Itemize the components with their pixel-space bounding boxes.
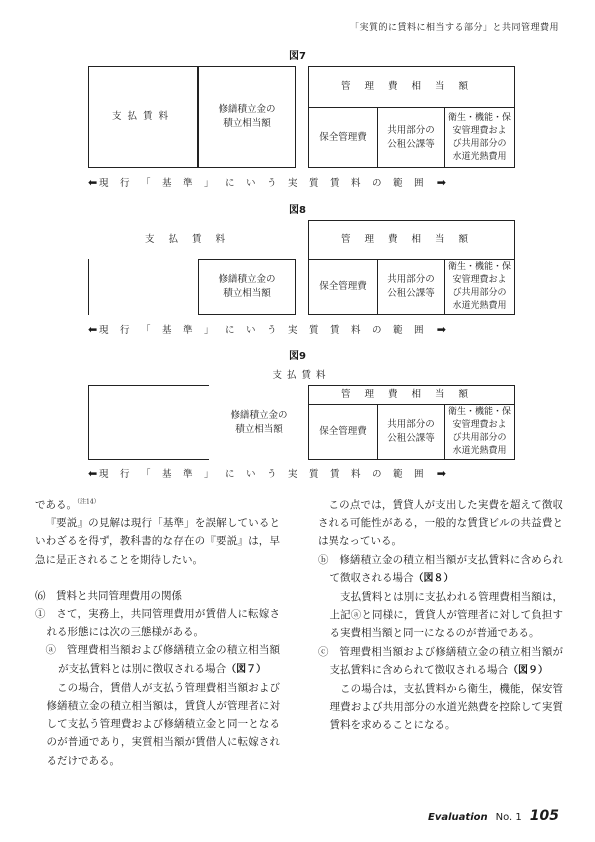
fig7-mgmt-box — [308, 66, 515, 168]
fig7-repair-cell — [198, 66, 296, 168]
fig8-rent-label: 支払賃料 — [88, 220, 296, 260]
item-b-fig-ref: （図８） — [413, 572, 454, 584]
fig7-range — [88, 175, 446, 189]
left-arrow-icon: ⬅ — [88, 466, 98, 480]
item-b — [318, 551, 563, 588]
item-1: ① さて，実務上，共同管理費用が賃借人に転嫁される形態には次の三態様がある。 — [35, 608, 280, 639]
right-arrow-icon: ➡ — [436, 322, 446, 336]
para-b: 支払賃料とは別に支払われる管理費相当額は，上記ⓐと同様に，賃貸人が管理者に対して負担する実費相当額と同一になるのが普通である。 — [329, 591, 563, 640]
figure-7-title: 図7 — [289, 51, 306, 62]
left-column — [35, 496, 280, 770]
fig8-range-text: 現行「基準」にいう実質賃料の範囲 — [98, 325, 435, 336]
right-arrow-icon: ➡ — [436, 466, 446, 480]
fig8-range — [88, 322, 446, 336]
fig9-eisei-cell: 衛生・機能・保 安管理費およ び共用部分の 水道光熱費用 — [444, 404, 515, 460]
page-number: 105 — [529, 808, 559, 824]
item-a-text: ⓐ 管理費相当額および修繕積立金の積立相当額が支払賃料とは別に徴収される場合 — [45, 644, 280, 675]
fig8-koujo-cell: 共用部分の 公租公課等 — [377, 259, 445, 315]
fig7-range-text: 現行「基準」にいう実質賃料の範囲 — [98, 178, 435, 189]
fig8-repair-label: 修繕積立金の 積立相当額 — [198, 259, 296, 315]
figure-9 — [88, 366, 515, 460]
section-6-heading: ⑹ 賃料と共同管理費用の関係 — [35, 589, 182, 602]
left-p1-text: である。 — [35, 499, 77, 511]
fig7-eisei-cell: 衛生・機能・保 安管理費およ び共用部分の 水道光熱費用 — [444, 107, 515, 168]
issue-number: No. 1 — [495, 812, 522, 823]
item-a-fig-ref: （図７） — [226, 663, 267, 675]
left-arrow-icon: ⬅ — [88, 175, 98, 189]
fig7-rent-cell — [88, 66, 198, 168]
fig7-repair-label: 修繕積立金の 積立相当額 — [218, 104, 276, 129]
para-a: この場合，賃借人が支払う管理費相当額および修繕積立金の積立相当額は，賃貸人が管理者に対して支払う管理費および修繕積立金と同一となるのが普通であり，実質相当額が賃借人に転嫁されるだけである。 — [46, 681, 280, 767]
fig9-mgmt-header: 管理費相当額 — [308, 385, 515, 405]
fig9-mgmt-box — [308, 385, 515, 460]
right-p1: この点では，賃貸人が支出した実費を超えて徴収される可能性がある，一般的な賃貸ビルの共益費とは異なっている。 — [318, 499, 563, 548]
item-a — [35, 641, 280, 678]
figure-8-title: 図8 — [289, 205, 306, 216]
item-c — [318, 643, 563, 680]
item-c-fig-ref: （図９） — [508, 664, 549, 676]
figure-9-title: 図9 — [289, 351, 306, 362]
fig7-rent-label: 支払賃料 — [111, 111, 174, 122]
fig9-hozen-cell: 保全管理費 — [308, 404, 378, 460]
item-c-text: ⓒ 管理費相当額および修繕積立金の積立相当額が支払賃料に含められて徴収される場合 — [318, 645, 563, 676]
left-p1 — [35, 496, 280, 514]
right-column — [318, 496, 563, 735]
running-head: 「実質的に賃料に相当する部分」と共同管理費用 — [349, 23, 559, 33]
fig9-repair-label: 修繕積立金の 積立相当額 — [209, 385, 309, 460]
left-arrow-icon: ⬅ — [88, 322, 98, 336]
fig8-hozen-cell: 保全管理費 — [308, 259, 378, 315]
right-arrow-icon: ➡ — [436, 175, 446, 189]
fig8-mgmt-header: 管理費相当額 — [308, 220, 515, 260]
fig9-rent-label: 支払賃料 — [88, 366, 515, 386]
fig7-koujo-cell: 共用部分の 公租公課等 — [377, 107, 445, 168]
para-c: この場合は，支払賃料から衛生，機能，保安管理費および共用部分の水道光熱費を控除して実質賃料を求めることになる。 — [329, 683, 563, 732]
fig8-mgmt-box — [308, 220, 515, 315]
item-b-text: ⓑ 修繕積立金の積立相当額が支払賃料に含められて徴収される場合 — [318, 553, 563, 584]
fig7-hozen-cell: 保全管理費 — [308, 107, 378, 168]
fig7-mgmt-header: 管理費相当額 — [308, 66, 515, 108]
page-footer — [428, 808, 559, 824]
fig8-rent-box — [88, 220, 296, 315]
magazine-name: Evaluation — [428, 812, 488, 823]
fig8-blank — [89, 259, 199, 315]
footnote-ref: （注14） — [77, 498, 100, 506]
fig9-range — [88, 466, 446, 480]
fig9-range-text: 現行「基準」にいう実質賃料の範囲 — [98, 469, 435, 480]
fig8-eisei-cell: 衛生・機能・保 安管理費およ び共用部分の 水道光熱費用 — [444, 259, 515, 315]
fig9-koujo-cell: 共用部分の 公租公課等 — [377, 404, 445, 460]
left-p2: 『要説』の見解は現行「基準」を誤解しているといわざるを得ず，教科書的な存在の『要説』は，早急に是正されることを期待したい。 — [35, 517, 280, 566]
